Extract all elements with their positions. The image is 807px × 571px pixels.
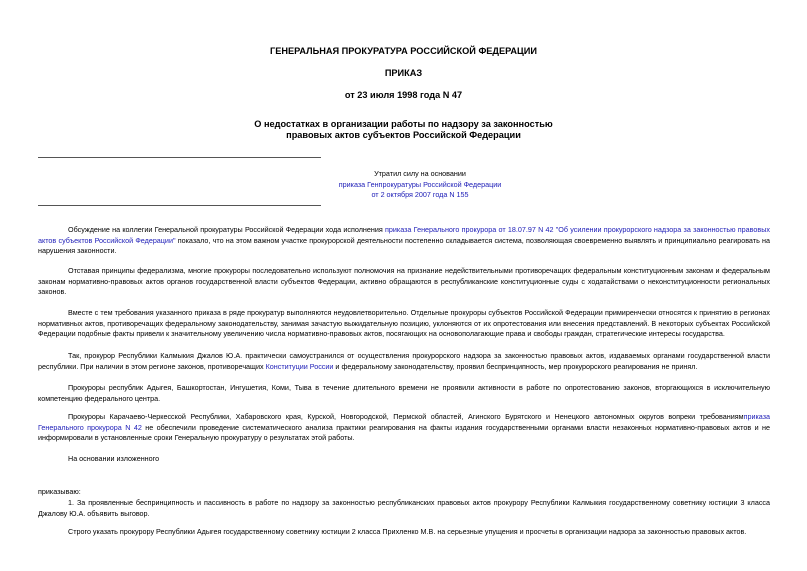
document-title-line-1: О недостатках в организации работы по надзору за законностью <box>254 119 553 129</box>
document-date-number: от 23 июля 1998 года N 47 <box>344 90 463 100</box>
organization-heading: ГЕНЕРАЛЬНАЯ ПРОКУРАТУРА РОССИЙСКОЙ ФЕДЕРАЦИИ <box>270 46 537 56</box>
paragraph-4 <box>38 351 770 372</box>
status-note <box>320 169 520 201</box>
paragraph-1-text-b: показало, что на этом важном участке прокурорской деятельности постепенно складывается система, позволяющая своевременно выявлять и принципиально реагировать на нарушения законности. <box>38 235 770 256</box>
paragraph-4-text-a: Так, прокурор Республики Калмыкия Джалов Ю.А. практически самоустранился от осуществления прокурорского надзора за законностью правовых актов, издаваемых органами государственной власти республики. При наличии в этом регионе законов, противоречащих <box>38 351 770 371</box>
paragraph-order-word: приказываю: <box>38 487 81 496</box>
divider-bottom <box>38 205 321 206</box>
paragraph-2: Отставая принципы федерализма, многие прокуроры последовательно используют полномочия на признание недействительными противоречащих федеральным конституционным законам и федеральным законам нормативно-правовых актов органов государственной власти субъектов Федерации, активно обращаются в республиканские конституционные суды с ходатайствами о неконституционности региональных законов. <box>38 266 770 297</box>
paragraph-7: На основании изложенного <box>68 454 160 463</box>
status-link-order[interactable]: приказа Генпрокуратуры Российской Федерации <box>338 179 502 189</box>
order-42-link[interactable]: приказа Генерального прокурора от 18.07.97 N 42 "Об усилении прокурорского надзора за законностью правовых актов субъектов Российской Федерации" <box>38 225 770 245</box>
document-title-line-2: правовых актов субъектов Российской Федерации <box>286 130 521 140</box>
constitution-link[interactable]: Конституции России <box>265 361 334 371</box>
divider-top <box>38 157 321 158</box>
document-type: ПРИКАЗ <box>384 68 423 78</box>
status-note-text: Утратил силу на основании <box>374 169 466 178</box>
paragraph-6-text-a: Прокуроры Карачаево-Черкесской Республики, Хабаровского края, Курской, Новгородской, Пермской областей, Агинского Бурятского и Ненецкого автономных округов вопреки требованиям <box>68 412 744 421</box>
paragraph-5: Прокуроры республик Адыгея, Башкортостан, Ингушетия, Коми, Тыва в течение длительного времени не проявили активности в работе по опротестованию законов, вторгающихся в исключительную компетенцию федерального центра. <box>38 383 770 403</box>
paragraph-item-2: Строго указать прокурору Республики Адыгея государственному советнику юстиции 2 класса Прихленко М.В. на серьезные упущения и просчеты в организации надзора за законностью правовых актов. <box>68 527 747 536</box>
status-link-date[interactable]: от 2 октября 2007 года N 155 <box>371 190 469 199</box>
paragraph-6 <box>38 412 770 444</box>
paragraph-1 <box>38 225 770 257</box>
paragraph-3: Вместе с тем требования указанного приказа в ряде прокуратур выполняются неудовлетворительно. Отдельные прокуроры субъектов Российской Федерации примиренчески относятся к принятию в регионах нормативных актов, противоречащих федеральному законодательству, занимая зачастую выжидательную позицию, уклоняются от их опротестования или внесения представлений. В некоторых субъектах Российской Федерации подобные факты привели к значительному увеличению числа нормативно-правовых актов, посягающих на основополагающие права и свободы граждан, стратегические интересы государства. <box>38 308 770 339</box>
order-42-link-2[interactable]: приказа Генерального прокурора N 42 <box>38 412 770 432</box>
paragraph-6-text-b: не обеспечили проведение систематического анализа практики реагирования на факты издания государственными органами власти незаконных нормативно-правовых актов и не информировали в установленные сроки Генеральную прокуратуру о результатах этой работы. <box>38 422 771 443</box>
paragraph-1-text-a: Обсуждение на коллегии Генеральной прокуратуры Российской Федерации хода исполнения <box>68 225 385 234</box>
paragraph-item-1: 1. За проявленные беспринципность и пассивность в работе по надзору за законностью республиканских правовых актов прокурору Республики Калмыкия государственному советнику юстиции 3 класса Джалову Ю.А. объявить выговор. <box>38 498 770 518</box>
paragraph-4-text-b: и федеральному законодательству, проявил беспринципность, мер прокурорского реагирования не принял. <box>333 361 698 371</box>
